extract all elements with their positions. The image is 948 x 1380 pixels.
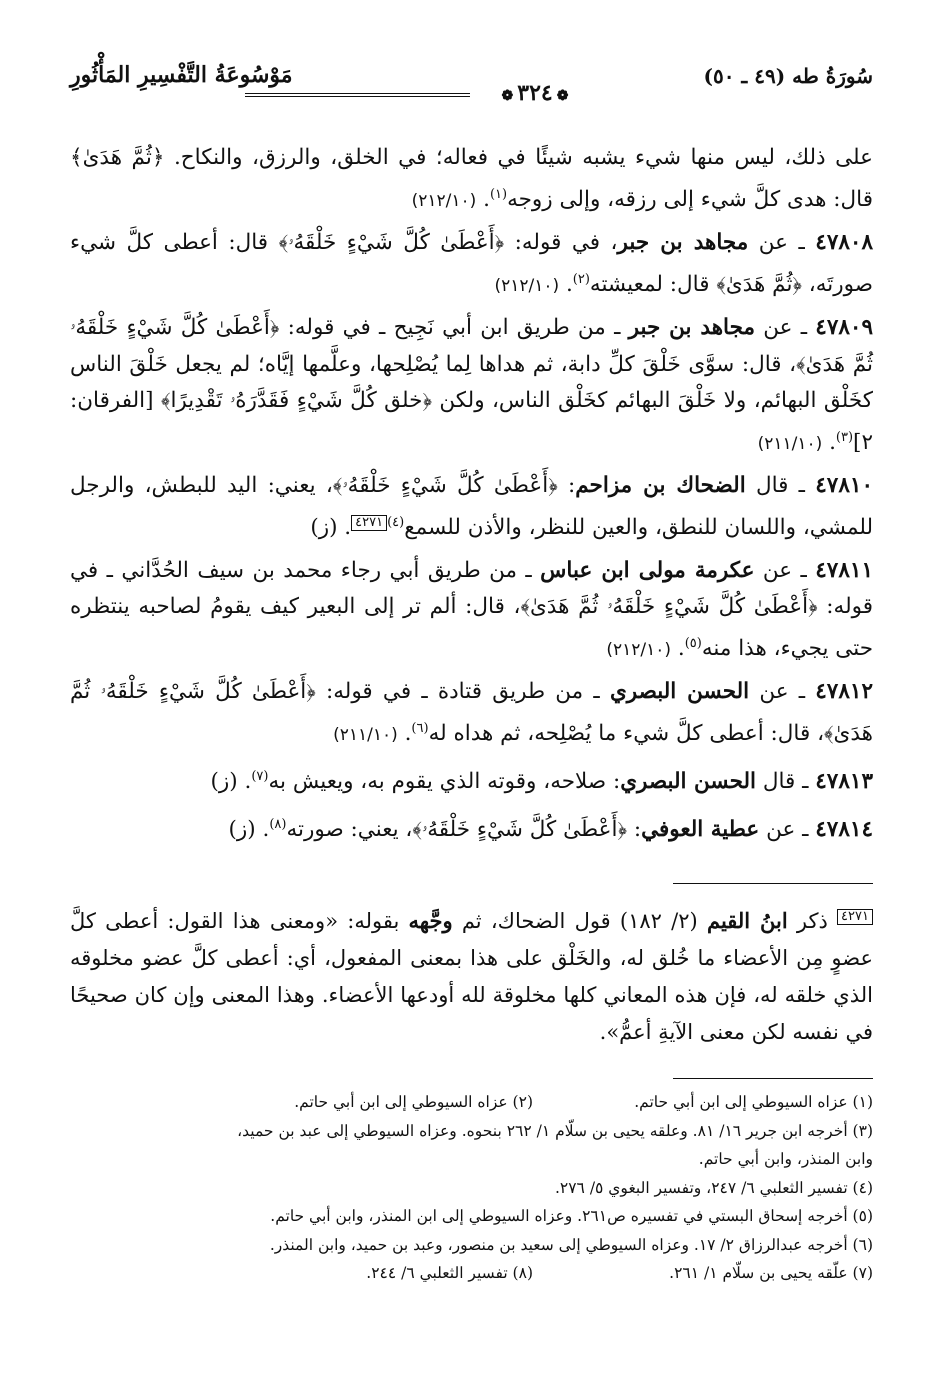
footnote-2: (٢) عزاه السيوطي إلى ابن أبي حاتم. xyxy=(294,1093,533,1111)
quran-quote: ﴿أَعْطَىٰ كُلَّ شَيْءٍ خَلْقَهُۥ ثُمَّ هَدَىٰ﴾ xyxy=(70,679,873,746)
page-number xyxy=(475,80,595,106)
text-run: . xyxy=(822,429,836,455)
footnote-marker: (٧) xyxy=(251,769,269,785)
text-run: ، يعني: صورته xyxy=(286,817,413,843)
text-run: : xyxy=(627,817,642,843)
quran-quote: ﴿أَعْطَىٰ كُلَّ شَيْءٍ خَلْقَهُۥ﴾ xyxy=(278,230,505,256)
text-run: ، قال: أعطى كلَّ شيء ما يُصْلِحه، ثم هداه له xyxy=(428,720,825,746)
text-run: . xyxy=(397,720,412,746)
narrator-name: عطية العوفي xyxy=(641,817,760,843)
text-run: ـ قال xyxy=(745,473,816,499)
narration-number: ٤٧٨٠٨ xyxy=(815,230,874,256)
text-run: ذكر xyxy=(787,909,838,933)
footnote-separator xyxy=(673,1078,873,1079)
commentary-note xyxy=(70,902,873,1051)
text-run: قال: هدى كلَّ شيء إلى رزقه، وإلى زوجه xyxy=(507,186,873,212)
page-header xyxy=(70,60,873,110)
narrator-name: مجاهد بن جبر xyxy=(617,230,749,256)
narrator-name: الحسن البصري xyxy=(620,769,756,795)
commentary-marker: ٤٢٧١ xyxy=(351,515,387,531)
narration-47813 xyxy=(70,759,873,801)
quran-quote: ﴿ثُمَّ هَدَىٰ﴾ xyxy=(70,145,165,170)
text-run: . xyxy=(476,186,490,212)
text-run: : xyxy=(557,473,576,499)
footnote-marker: (٤) xyxy=(387,514,405,530)
narration-number: ٤٧٨١٣ xyxy=(815,769,873,795)
narrator-name: عكرمة مولى ابن عباس xyxy=(540,557,755,583)
footnote-4: (٤) تفسير الثعلبي ٦/ ٢٤٧، وتفسير البغوي ٥/ ٢٧٦. xyxy=(554,1178,873,1197)
volume-page-reference: (٢١٢/١٠) xyxy=(411,190,477,211)
commentary-marker: ٤٢٧١ xyxy=(837,909,873,925)
commentary-separator xyxy=(673,883,873,884)
narration-number: ٤٧٨١٠ xyxy=(815,473,873,499)
text-run: ، في قوله: xyxy=(504,230,618,256)
quran-quote: ﴿أَعْطَىٰ كُلَّ شَيْءٍ خَلْقَهُۥ﴾ xyxy=(412,817,627,843)
book-title: مَوْسُوعَةُ التَّفْسِيرِ المَأْثُورِ xyxy=(70,62,293,88)
text-run: ، يعني: اليد للبطش، والرجل للمشي، واللسان للنطق، والعين للنظر، والأذن للسمع xyxy=(70,473,873,541)
footnote-5: (٥) أخرجه إسحاق البستي في تفسيره ص٢٦١. وعزاه السيوطي إلى ابن المنذر، وابن أبي حاتم. xyxy=(270,1207,873,1225)
narrator-name: الحسن البصري xyxy=(609,679,750,705)
text-run: ـ عن xyxy=(754,557,816,583)
volume-page-reference: (٢١١/١٠) xyxy=(757,433,823,454)
text-run: (٢/ ١٨٢) قول الضحاك، ثم xyxy=(452,909,707,933)
text-run: ، قال: ألم تر إلى البعير كيف يقومُ لصاحبه ينتظره حتى يجيء، هذا منه xyxy=(70,594,873,661)
page-number-text: ٣٢٤ xyxy=(517,80,553,106)
surah-reference: سُورَةُ طه (٤٩ ـ ٥٠) xyxy=(703,64,873,88)
text-run: على ذلك، ليس منها شيء يشبه شيئًا في فعاله؛ في الخلق، والرزق، والنكاح. xyxy=(164,145,873,170)
narrator-name: ابنُ القيم xyxy=(706,908,788,933)
narration-47810 xyxy=(70,468,873,546)
footnote-row xyxy=(90,1088,873,1117)
narrator-name: مجاهد بن جبر xyxy=(628,315,755,341)
quran-quote: ﴿أَعْطَىٰ كُلَّ شَيْءٍ خَلْقَهُۥ ثُمَّ هَدَىٰ﴾ xyxy=(520,594,818,620)
text-run: . (ز) xyxy=(210,769,252,795)
volume-page-reference: (٢١٢/١٠) xyxy=(494,275,560,296)
text-run: بقوله: «ومعنى هذا القول: أعطى كلَّ عضوٍ مِن الأعضاء ما خُلق له، والخَلْق على هذا بمعنى المفعول، أي: أعطى كلَّ عضو مخلوقه الذي خلقه له، فإن هذه المعاني كلها مخلوقة لله أودعها الأعضاء. وهذا المعنى وإن كان صحيحًا في نفسه لكن معنى الآيةِ أعمُّ». xyxy=(70,909,873,1044)
footnote-marker: (١) xyxy=(489,186,508,202)
header-rule-left xyxy=(245,93,470,97)
narration-number: ٤٧٨١٢ xyxy=(815,679,873,705)
main-text xyxy=(70,140,873,855)
narrator-name: وجَّهه xyxy=(408,908,453,933)
narration-47808 xyxy=(70,225,873,304)
footnote-7: (٧) علّقه يحيى بن سلّام ١/ ٢٦١. xyxy=(669,1264,873,1282)
narration-47812 xyxy=(70,674,873,753)
narration-number: ٤٧٨١٤ xyxy=(815,817,873,843)
text-run: . (ز) xyxy=(310,515,352,541)
footnotes xyxy=(90,1088,873,1288)
footnote-row xyxy=(90,1259,873,1288)
quran-quote: ﴿ثُمَّ هَدَىٰ﴾ xyxy=(716,271,802,297)
footnote-3-continued: وابن المنذر، وابن أبي حاتم. xyxy=(698,1150,873,1168)
text-run: ـ قال xyxy=(755,769,816,795)
narrator-name: الضحاك بن مزاحم xyxy=(575,473,746,499)
footnote-marker: (٦) xyxy=(411,720,429,736)
text-run: قال: لمعيشته xyxy=(589,271,717,297)
text-run: ـ عن xyxy=(759,817,816,843)
narration-number: ٤٧٨١١ xyxy=(815,557,873,583)
text-run: . xyxy=(559,271,573,297)
footnote-marker: (٢) xyxy=(572,271,590,287)
footnote-8: (٨) تفسير الثعلبي ٦/ ٢٤٤. xyxy=(366,1264,533,1282)
text-run: . xyxy=(671,635,685,661)
text-run: ـ عن xyxy=(748,230,816,256)
paragraph xyxy=(70,140,873,219)
text-run: ـ من طريق أبي رجاء محمد بن سيف الحُدَّاني ـ في قوله: xyxy=(70,557,874,620)
footnote-marker: (٣) xyxy=(835,429,854,445)
text-run: ـ من طريق قتادة ـ في قوله: xyxy=(315,679,610,705)
quran-quote: ﴿أَعْطَىٰ كُلَّ شَيْءٍ خَلْقَهُۥ ثُمَّ هَدَىٰ﴾ xyxy=(70,315,873,377)
text-run: ـ عن xyxy=(755,315,816,341)
text-run: قال: أعطى كلَّ شيء صورتَه، xyxy=(70,230,873,297)
footnote-1: (١) عزاه السيوطي إلى ابن أبي حاتم. xyxy=(634,1093,873,1111)
narration-47809 xyxy=(70,310,873,462)
footnote-6: (٦) أخرجه عبدالرزاق ٢/ ١٧. وعزاه السيوطي إلى سعيد بن منصور، وعبد بن حميد، وابن المنذر. xyxy=(269,1235,873,1254)
footnote-3: (٣) أخرجه ابن جرير ١٦/ ٨١. وعلقه يحيى بن سلّام ١/ ٢٦٢ بنحوه. وعزاه السيوطي إلى عبد بن حميد، xyxy=(237,1121,873,1140)
footnote-marker: (٥) xyxy=(684,635,702,651)
volume-page-reference: (٢١٢/١٠) xyxy=(606,639,672,660)
narration-47811 xyxy=(70,553,873,669)
volume-page-reference: (٢١١/١٠) xyxy=(333,724,398,745)
footnote-marker: (٨) xyxy=(269,817,287,833)
text-run: ـ عن xyxy=(749,679,816,705)
ornament-icon: ❁ xyxy=(556,88,569,104)
narration-number: ٤٧٨٠٩ xyxy=(815,315,874,341)
quran-quote: ﴿خلق كُلَّ شَيْءٍ فَقَدَّرَهُۥ تَقْدِيرًا﴾ xyxy=(160,388,432,414)
ornament-icon: ❁ xyxy=(501,88,514,104)
text-run: ـ من طريق ابن أبي نَجِيح ـ في قوله: xyxy=(279,315,629,341)
text-run: : صلاحه، وقوته الذي يقوم به، ويعيش به xyxy=(268,769,621,795)
quran-quote: ﴿أَعْطَىٰ كُلَّ شَيْءٍ خَلْقَهُۥ﴾ xyxy=(332,473,558,499)
text-run: ، قال: سوَّى خَلْقَ كلِّ دابة، ثم هداها لِما يُصْلِحها، وعلَّمها إيَّاه؛ لم يجعل خَلْقَ الناس كخَلْق البهائم، ولا خَلْقَ البهائم كخَلْق الناس، ولكن xyxy=(70,351,874,414)
text-run: [الفرقان: ٢] xyxy=(70,388,873,455)
text-run: . (ز) xyxy=(228,817,270,843)
narration-47814 xyxy=(70,807,873,849)
